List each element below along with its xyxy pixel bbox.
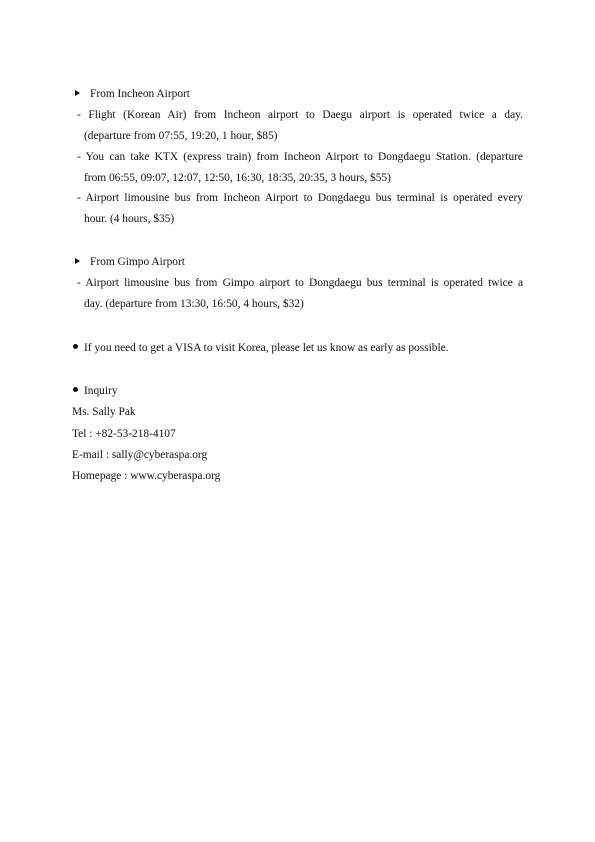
incheon-item-ktx-line1: - You can take KTX (express train) from Incheon Airport to Dongdaegu Station. (departure: [77, 151, 523, 163]
incheon-item-bus-line2: hour. (4 hours, $35): [84, 212, 175, 225]
incheon-item-flight-line2: (departure from 07:55, 19:20, 1 hour, $85): [84, 129, 278, 142]
gimpo-item-bus: [77, 273, 523, 314]
visa-note-text: If you need to get a VISA to visit Korea, please let us know as early as possible.: [84, 342, 449, 354]
incheon-item-ktx-line2: from 06:55, 09:07, 12:07, 12:50, 16:30, 18:35, 20:35, 3 hours, $55): [84, 171, 391, 184]
inquiry-contact-name: Ms. Sally Pak: [72, 406, 136, 418]
inquiry-email: E-mail : sally@cyberaspa.org: [72, 449, 208, 461]
visa-note: [73, 341, 449, 355]
inquiry-tel: Tel : +82-53-218-4107: [72, 428, 176, 440]
incheon-item-ktx: [77, 147, 523, 188]
inquiry-heading: [73, 384, 118, 398]
inquiry-heading-text: Inquiry: [84, 385, 118, 397]
gimpo-item-bus-line1: - Airport limousine bus from Gimpo airport to Dongdaegu bus terminal is operated twice a: [77, 277, 523, 289]
incheon-heading-text: From Incheon Airport: [90, 88, 190, 100]
gimpo-item-bus-line2: day. (departure from 13:30, 16:50, 4 hours, $32): [84, 297, 304, 310]
round-bullet-icon: [73, 387, 78, 392]
incheon-item-flight-line1: - Flight (Korean Air) from Incheon airport to Daegu airport is operated twice a day.: [77, 109, 523, 121]
round-bullet-icon: [73, 344, 78, 349]
gimpo-heading-text: From Gimpo Airport: [90, 256, 185, 268]
incheon-section-heading: [75, 87, 190, 101]
incheon-item-bus: [77, 188, 523, 229]
triangle-bullet-icon: [75, 90, 80, 96]
triangle-bullet-icon: [75, 258, 80, 264]
gimpo-section-heading: [75, 255, 185, 269]
inquiry-homepage: Homepage : www.cyberaspa.org: [72, 470, 221, 482]
incheon-item-bus-line1: - Airport limousine bus from Incheon Airport to Dongdaegu bus terminal is operated every: [77, 192, 523, 204]
incheon-item-flight: [77, 105, 523, 146]
